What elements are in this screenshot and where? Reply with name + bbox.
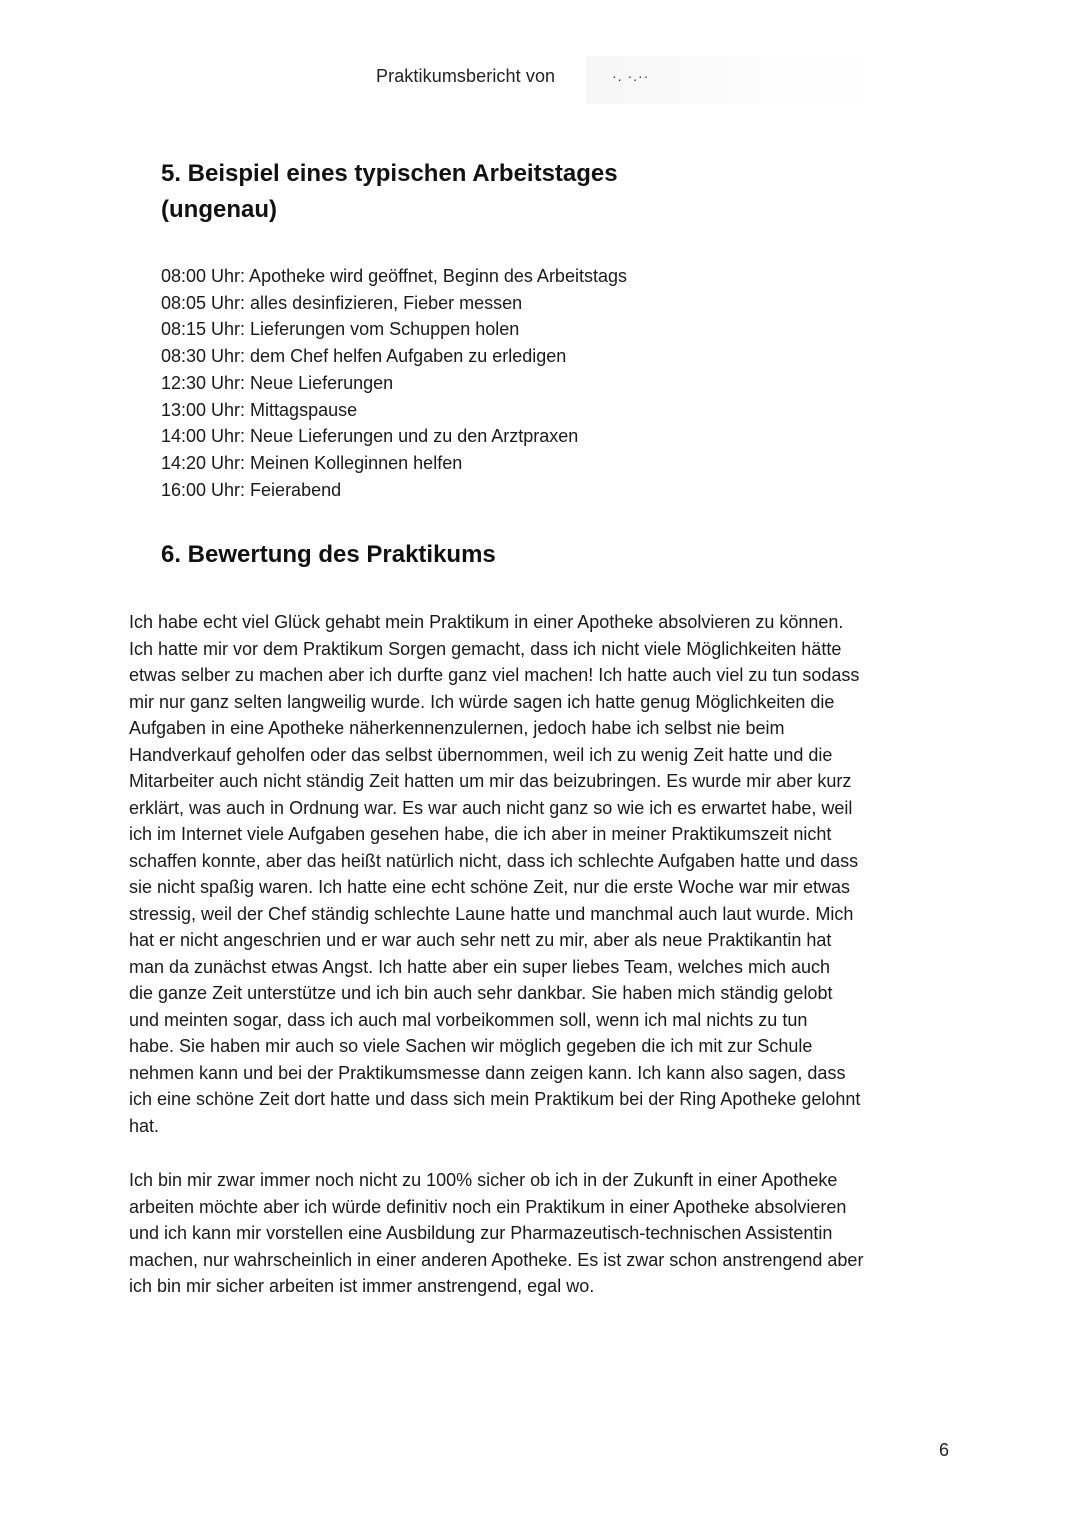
schedule-item: 12:30 Uhr: Neue Lieferungen bbox=[161, 372, 394, 393]
redaction-mark: ·. ·.·· bbox=[612, 68, 650, 84]
text-line: Handverkauf geholfen oder das selbst übernommen, weil ich zu wenig Zeit hatte und die bbox=[129, 744, 833, 765]
page-header: Praktikumsbericht von bbox=[376, 66, 556, 86]
text-line: mir nur ganz selten langweilig wurde. Ich würde sagen ich hatte genug Möglichkeiten die bbox=[129, 691, 835, 712]
schedule-item: 08:05 Uhr: alles desinfizieren, Fieber messen bbox=[161, 292, 523, 313]
schedule-item: 08:00 Uhr: Apotheke wird geöffnet, Beginn des Arbeitstags bbox=[161, 266, 627, 286]
text-line: ich eine schöne Zeit dort hatte und dass sich mein Praktikum bei der Ring Apotheke gelohnt bbox=[129, 1089, 861, 1109]
text-line: erklärt, was auch in Ordnung war. Es war auch nicht ganz so wie ich es erwartet habe, weil bbox=[129, 797, 853, 818]
text-line: hat er nicht angeschrien und er war auch sehr nett zu mir, aber als neue Praktikantin hat bbox=[129, 930, 832, 950]
text-line: Ich habe echt viel Glück gehabt mein Praktikum in einer Apotheke absolvieren zu können. bbox=[129, 612, 844, 632]
evaluation-paragraph-2 bbox=[129, 1167, 949, 1300]
text-line: man da zunächst etwas Angst. Ich hatte aber ein super liebes Team, welches mich auch bbox=[129, 956, 831, 977]
page-number: 6 bbox=[939, 1440, 950, 1460]
text-line: habe. Sie haben mir auch so viele Sachen wir möglich gegeben die ich mit zur Schule bbox=[129, 1036, 813, 1056]
text-line: nehmen kann und bei der Praktikumsmesse dann zeigen kann. Ich kann also sagen, dass bbox=[129, 1062, 846, 1083]
text-line: Aufgaben in eine Apotheke näherkennenzulernen, jedoch habe ich selbst nie beim bbox=[129, 718, 785, 738]
schedule-item: 08:30 Uhr: dem Chef helfen Aufgaben zu erledigen bbox=[161, 346, 567, 367]
text-line: Ich hatte mir vor dem Praktikum Sorgen gemacht, dass ich nicht viele Möglichkeiten hätte bbox=[129, 638, 842, 659]
daily-schedule-list bbox=[161, 263, 627, 503]
text-line: schaffen konnte, aber das heißt natürlich nicht, dass ich schlechte Aufgaben hatte und dass bbox=[129, 850, 859, 871]
section-5-title-line-2: (ungenau) bbox=[161, 196, 277, 223]
section-5-title-line-1: 5. Beispiel eines typischen Arbeitstages bbox=[161, 160, 618, 187]
section-5-title bbox=[161, 156, 721, 228]
text-line: sie nicht spaßig waren. Ich hatte eine echt schöne Zeit, nur die erste Woche war mir etwas bbox=[129, 877, 851, 897]
text-line: ich bin mir sicher arbeiten ist immer anstrengend, egal wo. bbox=[129, 1276, 595, 1296]
evaluation-paragraph-1 bbox=[129, 609, 949, 1139]
text-line: Mitarbeiter auch nicht ständig Zeit hatten um mir das beizubringen. Es wurde mir aber kurz bbox=[129, 771, 852, 791]
section-6-title: 6. Bewertung des Praktikums bbox=[161, 541, 496, 568]
text-line: hat. bbox=[129, 1115, 160, 1136]
schedule-item: 14:20 Uhr: Meinen Kolleginnen helfen bbox=[161, 452, 463, 473]
text-line: die ganze Zeit unterstütze und ich bin auch sehr dankbar. Sie haben mich ständig gelobt bbox=[129, 983, 833, 1003]
text-line: stressig, weil der Chef ständig schlechte Laune hatte und manchmal auch laut wurde. Mich bbox=[129, 903, 854, 924]
redacted-name bbox=[586, 56, 891, 104]
text-line: Ich bin mir zwar immer noch nicht zu 100% sicher ob ich in der Zukunft in einer Apotheke bbox=[129, 1170, 838, 1190]
schedule-item: 14:00 Uhr: Neue Lieferungen und zu den Arztpraxen bbox=[161, 426, 579, 447]
text-line: ich im Internet viele Aufgaben gesehen habe, die ich aber in meiner Praktikumszeit nicht bbox=[129, 824, 832, 844]
text-line: machen, nur wahrscheinlich in einer anderen Apotheke. Es ist zwar schon anstrengend aber bbox=[129, 1249, 864, 1270]
schedule-item: 16:00 Uhr: Feierabend bbox=[161, 479, 342, 500]
schedule-item: 08:15 Uhr: Lieferungen vom Schuppen holen bbox=[161, 319, 520, 340]
text-line: und meinten sogar, dass ich auch mal vorbeikommen soll, wenn ich mal nichts zu tun bbox=[129, 1009, 808, 1030]
text-line: arbeiten möchte aber ich würde definitiv noch ein Praktikum in einer Apotheke absolvieren bbox=[129, 1196, 847, 1217]
text-line: etwas selber zu machen aber ich durfte ganz viel machen! Ich hatte auch viel zu tun sodass bbox=[129, 665, 860, 685]
text-line: und ich kann mir vorstellen eine Ausbildung zur Pharmazeutisch-technischen Assistentin bbox=[129, 1223, 833, 1243]
schedule-item: 13:00 Uhr: Mittagspause bbox=[161, 399, 358, 420]
